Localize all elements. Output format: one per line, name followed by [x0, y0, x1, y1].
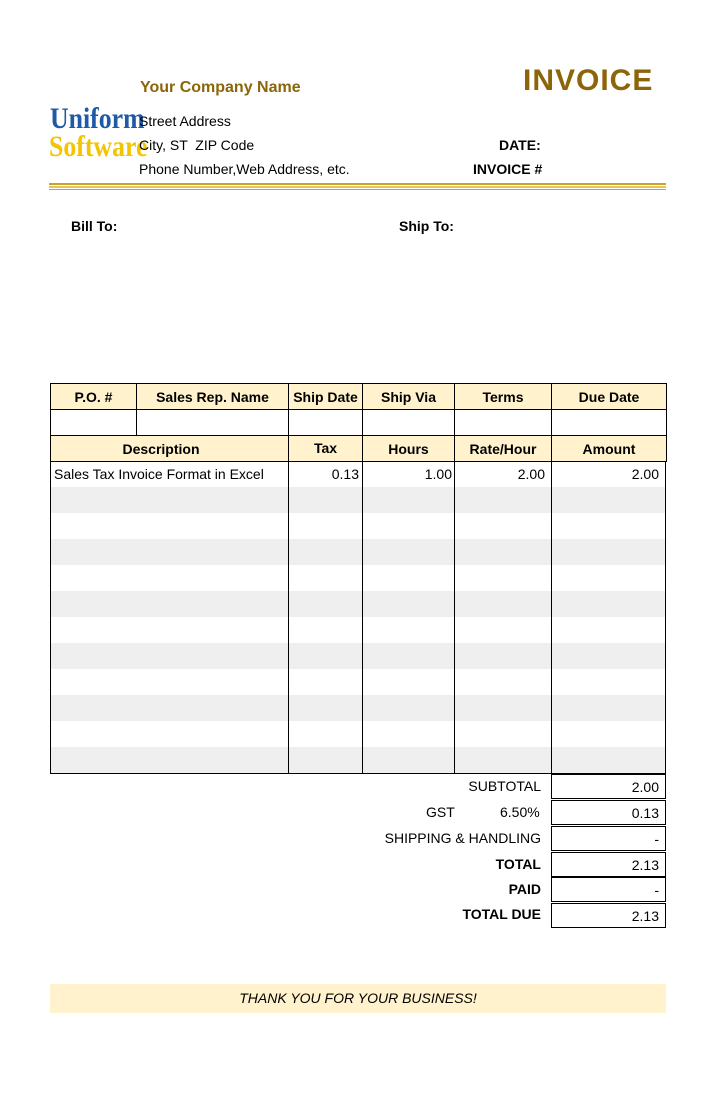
items-table: [50, 461, 666, 774]
logo-software: Software: [49, 130, 148, 163]
item-rate[interactable]: 2.00: [517, 466, 545, 482]
gst-label: GST: [426, 804, 455, 820]
ship-via-value[interactable]: [363, 410, 455, 436]
subtotal-value: 2.00: [551, 774, 666, 799]
table-row[interactable]: [51, 565, 665, 591]
header-divider-hours: [362, 435, 363, 461]
item-hours[interactable]: 1.00: [424, 466, 452, 482]
table-row[interactable]: [51, 461, 665, 487]
item-tax[interactable]: 0.13: [331, 466, 359, 482]
total-label: TOTAL: [495, 856, 541, 872]
header-due-date: Due Date: [552, 384, 667, 410]
column-divider: [454, 461, 455, 773]
thank-you-banner: THANK YOU FOR YOUR BUSINESS!: [50, 984, 666, 1013]
header-description-text: Description: [122, 440, 200, 457]
company-street: Street Address: [139, 113, 231, 129]
table-row[interactable]: [51, 721, 665, 747]
header-amount: Amount: [552, 436, 667, 462]
header-ship-date: Ship Date: [289, 384, 363, 410]
header-po: P.O. #: [51, 384, 137, 410]
table-row[interactable]: [51, 487, 665, 513]
date-label: DATE:: [499, 137, 541, 153]
table-row[interactable]: [51, 539, 665, 565]
header-tax: Tax: [289, 436, 362, 461]
header-terms: Terms: [455, 384, 552, 410]
bill-to-label: Bill To:: [71, 218, 118, 234]
shipping-label: SHIPPING & HANDLING: [384, 830, 541, 846]
ship-date-value[interactable]: [289, 410, 363, 436]
header-sales-rep: Sales Rep. Name: [137, 384, 289, 410]
paid-value[interactable]: -: [551, 877, 666, 902]
invoice-number-label: INVOICE #: [473, 161, 543, 177]
item-description[interactable]: Sales Tax Invoice Format in Excel: [54, 466, 264, 482]
table-row[interactable]: [51, 643, 665, 669]
total-due-label: TOTAL DUE: [462, 906, 541, 922]
column-divider: [551, 461, 552, 773]
ship-to-label: Ship To:: [399, 218, 454, 234]
company-city: City, ST ZIP Code: [139, 137, 255, 153]
header-rate: Rate/Hour: [455, 436, 552, 462]
column-divider: [288, 461, 289, 773]
table-row[interactable]: [51, 591, 665, 617]
subtotal-label: SUBTOTAL: [468, 778, 541, 794]
company-name: Your Company Name: [140, 79, 301, 96]
paid-label: PAID: [508, 881, 541, 897]
column-divider: [362, 461, 363, 773]
header-rule-bottom: [49, 189, 666, 190]
gst-value: 0.13: [551, 800, 666, 825]
company-contact: Phone Number,Web Address, etc.: [139, 161, 350, 177]
due-date-value[interactable]: [552, 410, 667, 436]
table-row[interactable]: [51, 513, 665, 539]
total-value: 2.13: [551, 852, 666, 877]
terms-value[interactable]: [455, 410, 552, 436]
po-value[interactable]: [51, 410, 137, 436]
total-due-value: 2.13: [551, 903, 666, 928]
header-description-area: [50, 435, 288, 461]
header-ship-via: Ship Via: [363, 384, 455, 410]
table-row[interactable]: [51, 617, 665, 643]
table-row[interactable]: [51, 669, 665, 695]
gst-rate[interactable]: 6.50%: [500, 804, 540, 820]
header-hours: Hours: [363, 436, 455, 462]
item-amount[interactable]: 2.00: [631, 466, 659, 482]
invoice-title: INVOICE: [523, 64, 654, 97]
table-row[interactable]: [51, 695, 665, 721]
shipping-value[interactable]: -: [551, 826, 666, 851]
sales-rep-value[interactable]: [137, 410, 289, 436]
table-row[interactable]: [51, 747, 665, 773]
logo-uniform: Uniform: [50, 102, 145, 135]
header-rule-middle: [49, 186, 666, 188]
header-rule-top: [49, 183, 666, 185]
